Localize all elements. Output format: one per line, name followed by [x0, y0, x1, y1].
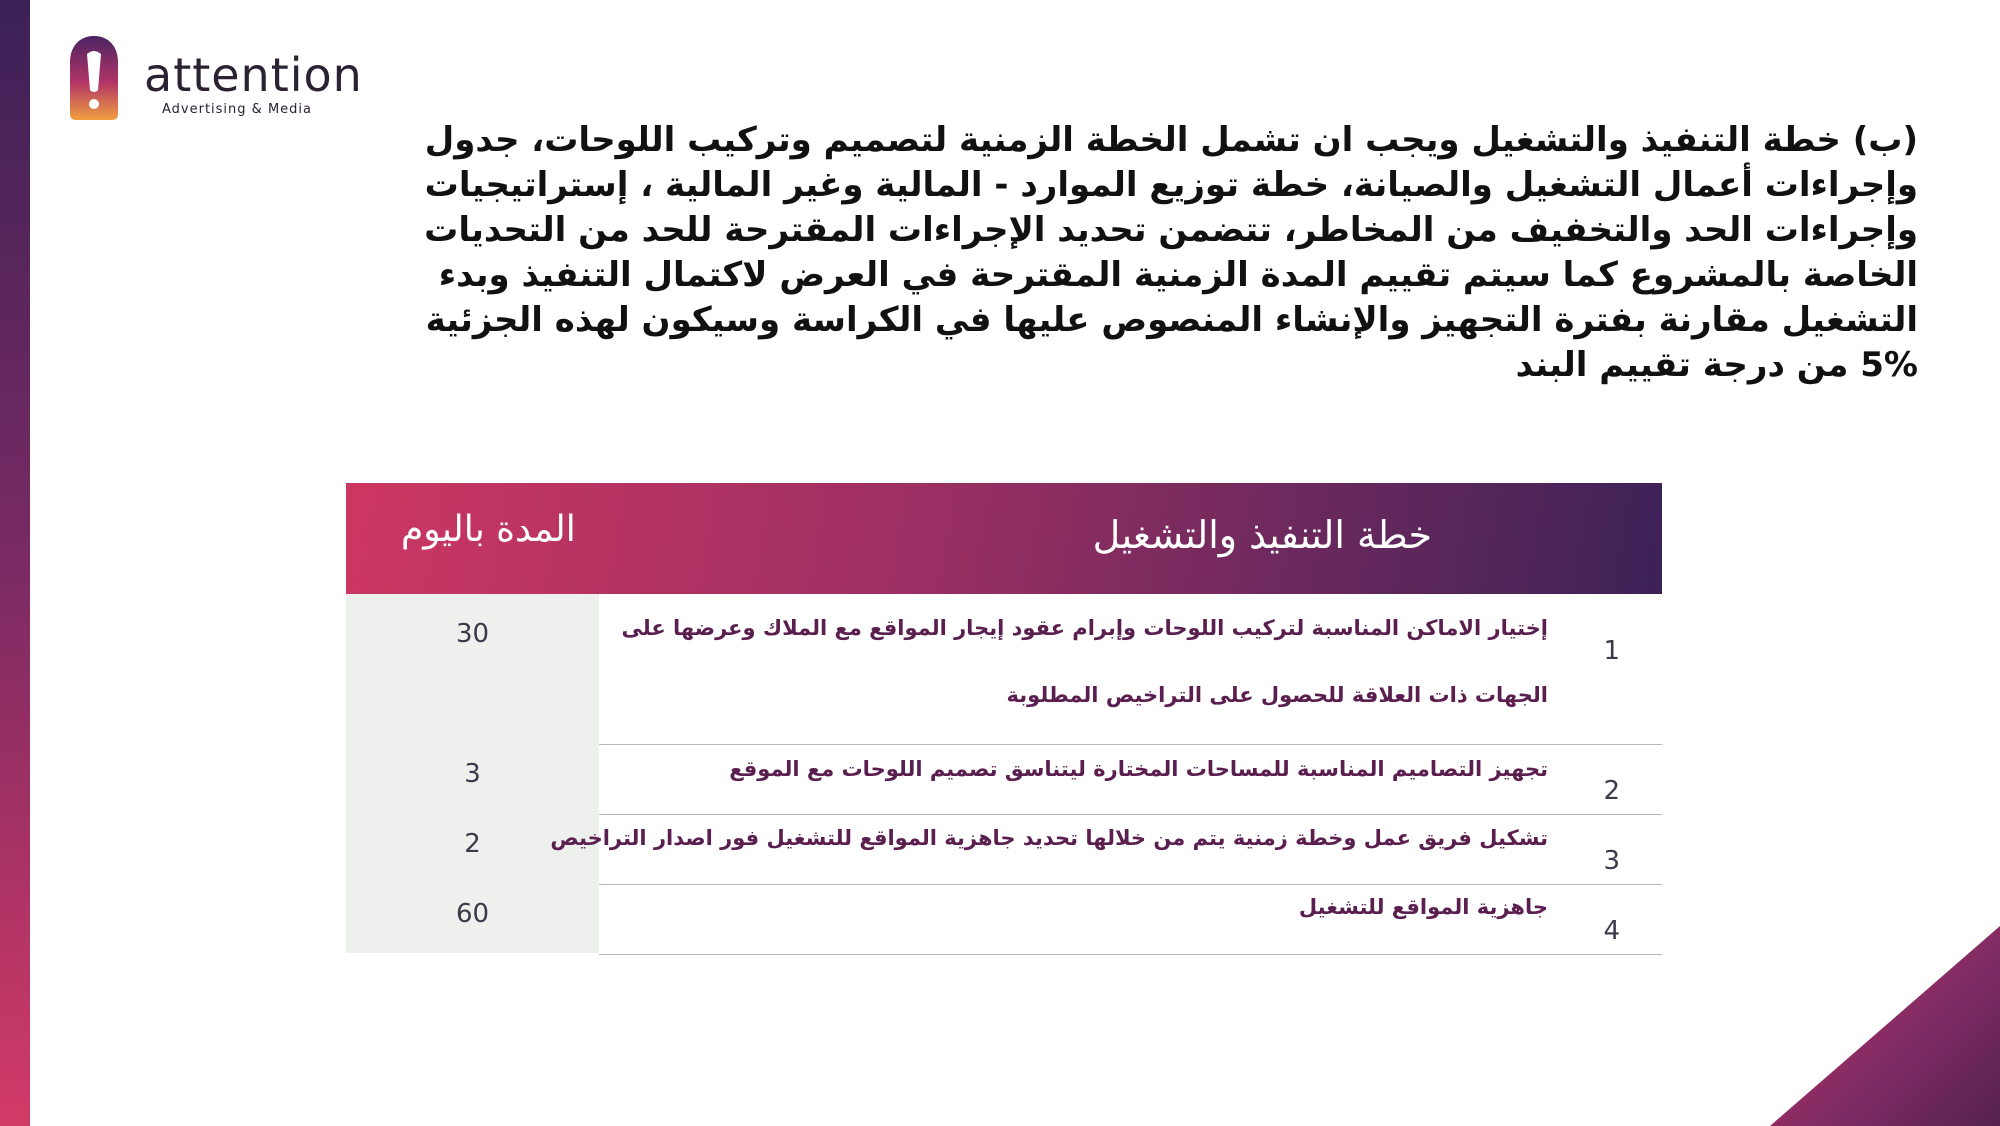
brand-name: attention: [144, 48, 363, 102]
row-duration: 3: [464, 759, 481, 789]
row-task-text: جاهزية المواقع للتشغيل: [1298, 895, 1548, 919]
table-row: [455, 885, 1662, 955]
intro-paragraph: [424, 118, 1918, 388]
row-duration: 60: [455, 899, 490, 929]
intro-line: وإجراءات الحد والتخفيف من المخاطر، تتضمن تحديد الإجراءات المقترحة للحد من التحديات: [424, 210, 1918, 250]
row-task-text: تجهيز التصاميم المناسبة للمساحات المختارة ليتناسق تصميم اللوحات مع الموقع: [729, 757, 1548, 781]
table-header: [346, 483, 1662, 594]
attention-logo-icon: [68, 34, 120, 122]
execution-plan-table: [346, 483, 1662, 955]
row-duration: 2: [464, 829, 481, 859]
corner-accent-triangle: [1770, 926, 2000, 1126]
row-number: 2: [1603, 776, 1620, 806]
header-plan-title: خطة التنفيذ والتشغيل: [1092, 513, 1432, 557]
row-number: 4: [1603, 916, 1620, 946]
brand-tagline: Advertising & Media: [162, 102, 312, 117]
row-number: 3: [1603, 846, 1620, 876]
intro-line: التشغيل مقارنة بفترة التجهيز والإنشاء المنصوص عليها في الكراسة وسيكون لهذه الجزئية: [425, 300, 1918, 340]
row-task-text: إختيار الاماكن المناسبة لتركيب اللوحات وإبرام عقود إيجار المواقع مع الملاك وعرضها على: [621, 616, 1548, 640]
row-task-text: تشكيل فريق عمل وخطة زمنية يتم من خلالها تحديد جاهزية المواقع للتشغيل فور اصدار التراخيص: [550, 826, 1548, 850]
row-duration: 30: [455, 619, 490, 649]
intro-line: وإجراءات أعمال التشغيل والصيانة، خطة توزيع الموارد - المالية وغير المالية ، إستراتيجيات: [424, 165, 1918, 205]
header-duration-days: المدة باليوم: [401, 509, 576, 550]
row-task-text-continued: الجهات ذات العلاقة للحصول على التراخيص المطلوبة: [1006, 683, 1548, 707]
intro-line: 5% من درجة تقييم البند: [1515, 345, 1918, 385]
intro-line: (ب) خطة التنفيذ والتشغيل ويجب ان تشمل الخطة الزمنية لتصميم وتركيب اللوحات، جدول: [424, 120, 1918, 160]
table-row: [464, 745, 1662, 815]
table-row: [455, 594, 1662, 745]
table-body: [346, 594, 1662, 955]
intro-line: الخاصة بالمشروع كما سيتم تقييم المدة الزمنية المقترحة في العرض لاكتمال التنفيذ وبدء: [438, 255, 1918, 295]
table-row: [464, 815, 1662, 885]
row-number: 1: [1603, 636, 1620, 666]
left-accent-strip: [0, 0, 30, 1126]
brand-logo: [68, 34, 363, 124]
